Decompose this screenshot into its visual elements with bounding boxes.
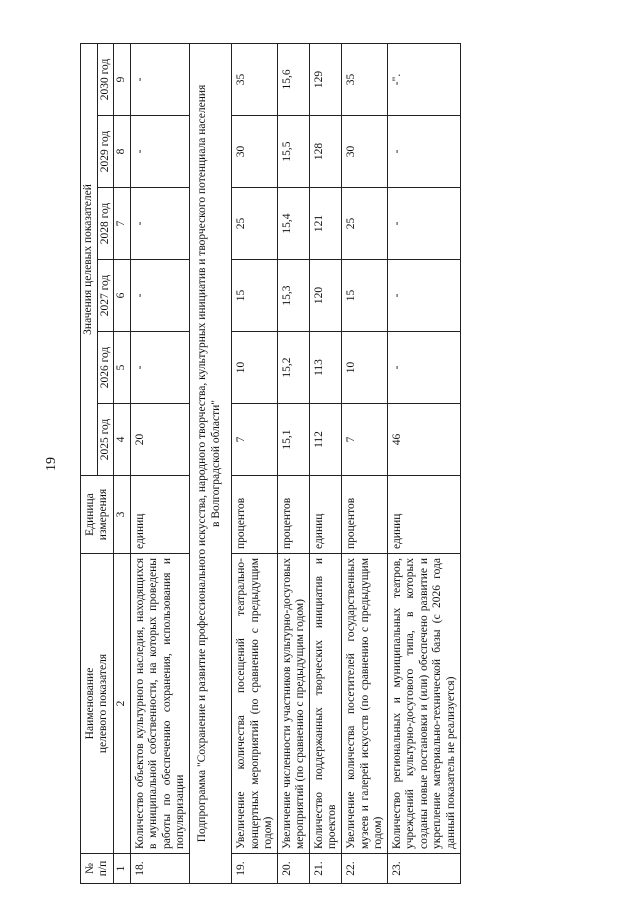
table-body-after	[232, 43, 460, 883]
header-name: Наименование целевого показателя	[81, 554, 114, 854]
header-col-index: 3	[114, 476, 131, 554]
header-col-index: 7	[114, 188, 131, 260]
indicator-value: 121	[309, 188, 341, 260]
indicator-value: 15,3	[277, 260, 309, 332]
header-year: 2025 год	[97, 404, 114, 476]
indicator-name: Увеличение количества посещений театрально-концертных мероприятий (по сравнению с предыдущим годом)	[232, 554, 278, 854]
header-col-index: 1	[114, 854, 131, 884]
header-col-index: 2	[114, 554, 131, 854]
indicator-value: 7	[342, 404, 388, 476]
table-row	[309, 43, 341, 883]
header-year: 2029 год	[97, 116, 114, 188]
indicator-value: 112	[309, 404, 341, 476]
indicator-value: 15,5	[277, 116, 309, 188]
indicator-name: Количество объектов культурного наследия, находящихся в муниципальной собственности, на которых проведены работы по обеспечению сохранения, использования и популяризации	[130, 554, 189, 854]
indicator-value: 15	[232, 260, 278, 332]
row-number: 19.	[232, 854, 278, 884]
indicator-value: -	[387, 116, 460, 188]
table-body-before	[130, 43, 189, 883]
unit: единиц	[309, 476, 341, 554]
indicator-value: -	[387, 332, 460, 404]
unit: процентов	[232, 476, 278, 554]
indicator-value: -	[130, 116, 189, 188]
subprogram-row	[189, 43, 231, 883]
indicator-value: 15	[342, 260, 388, 332]
indicator-value: 10	[232, 332, 278, 404]
header-year: 2027 год	[97, 260, 114, 332]
row-number: 21.	[309, 854, 341, 884]
indicator-value: -	[387, 260, 460, 332]
row-number: 23.	[387, 854, 460, 884]
indicator-value: 15,4	[277, 188, 309, 260]
table-row	[232, 43, 278, 883]
indicator-value: 113	[309, 332, 341, 404]
indicator-name: Увеличение количества посетителей государственных музеев и галерей искусств (по сравнению с предыдущим годом)	[342, 554, 388, 854]
header-col-index: 8	[114, 116, 131, 188]
indicator-value: 30	[342, 116, 388, 188]
indicators-table	[80, 43, 461, 884]
indicator-value: 30	[232, 116, 278, 188]
indicator-value: 120	[309, 260, 341, 332]
indicator-value: 20	[130, 404, 189, 476]
table-row	[342, 43, 388, 883]
header-year: 2030 год	[97, 43, 114, 115]
indicator-value: -	[130, 260, 189, 332]
header-col-index: 6	[114, 260, 131, 332]
indicator-name: Количество поддержанных творческих инициатив и проектов	[309, 554, 341, 854]
indicator-name: Увеличение численности участников культурно-досуговых мероприятий (по сравнению с предыдущим годом)	[277, 554, 309, 854]
unit: процентов	[277, 476, 309, 554]
indicator-value: -	[130, 332, 189, 404]
indicator-value: 10	[342, 332, 388, 404]
table-row	[130, 43, 189, 883]
subprogram-title: Подпрограмма "Сохранение и развитие профессионального искусства, народного творчества, культурных инициатив и творческого потенциала населения в Волгоградской области"	[189, 43, 231, 883]
header-unit: Единица измерения	[81, 476, 114, 554]
header-col-index: 4	[114, 404, 131, 476]
table-row	[387, 43, 460, 883]
indicator-value: 7	[232, 404, 278, 476]
indicator-value: 35	[232, 43, 278, 115]
indicator-value: 15,2	[277, 332, 309, 404]
indicator-value: 25	[342, 188, 388, 260]
row-number: 20.	[277, 854, 309, 884]
indicator-value: 15,6	[277, 43, 309, 115]
header-col-index: 5	[114, 332, 131, 404]
indicator-value: 129	[309, 43, 341, 115]
header-num: № п/п	[81, 854, 114, 884]
indicator-value: 25	[232, 188, 278, 260]
row-number: 22.	[342, 854, 388, 884]
unit: единиц	[130, 476, 189, 554]
row-number: 18.	[130, 854, 189, 884]
header-col-index: 9	[114, 43, 131, 115]
indicator-value: 35	[342, 43, 388, 115]
indicator-value: 15,1	[277, 404, 309, 476]
unit: процентов	[342, 476, 388, 554]
indicator-value: -".	[387, 43, 460, 115]
header-year: 2026 год	[97, 332, 114, 404]
indicator-value: 128	[309, 116, 341, 188]
page-number: 19	[44, 457, 59, 471]
header-values-group: Значения целевых показателей	[81, 43, 98, 475]
indicator-name: Количество региональных и муниципальных театров, учреждений культурно-досугового типа, в которых созданы новые постановки и (или) обеспечено развитие и укрепление материально-технической базы (с 2026 года данный показатель не реализуется)	[387, 554, 460, 854]
unit: единиц	[387, 476, 460, 554]
indicator-value: -	[387, 188, 460, 260]
table-row	[277, 43, 309, 883]
indicator-value: -	[130, 188, 189, 260]
header-year: 2028 год	[97, 188, 114, 260]
indicator-value: 46	[387, 404, 460, 476]
rotated-page	[44, 44, 604, 884]
header-index-row	[114, 43, 131, 883]
indicator-value: -	[130, 43, 189, 115]
